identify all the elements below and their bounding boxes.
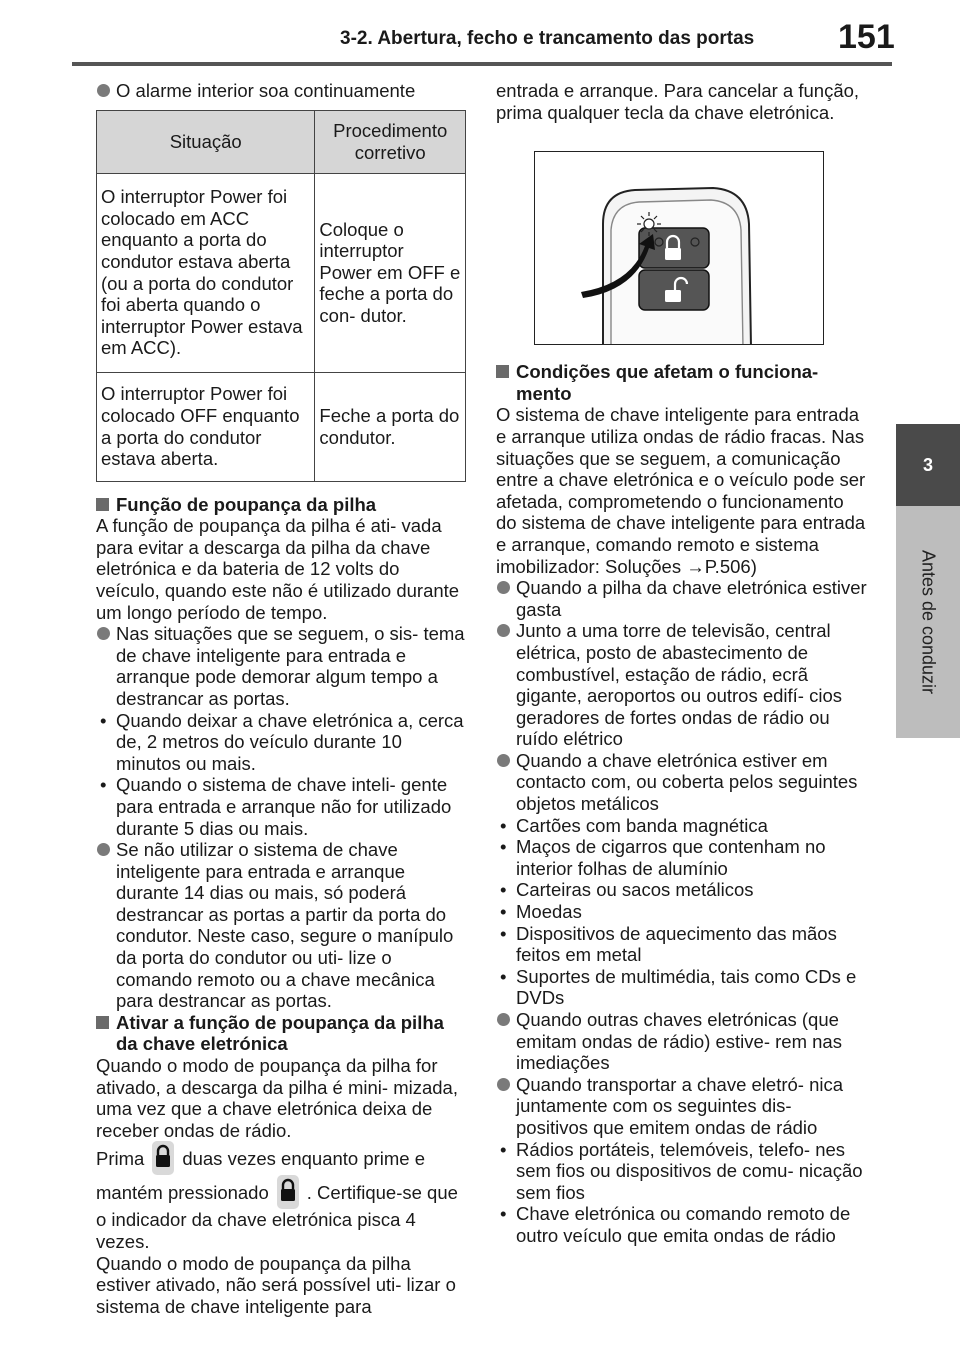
- heading-mark: [96, 498, 109, 511]
- bullet-mark: [97, 627, 110, 640]
- heading-mark: [96, 1016, 109, 1029]
- left-column: [96, 80, 466, 1317]
- table-cell: O interruptor Power foi colocado OFF enquanto a porta do condutor estava aberta.: [97, 372, 315, 481]
- list-item: • Cartões com banda magnética: [500, 814, 768, 836]
- list-item: • Quando o sistema de chave inteli- gente para entrada e arranque não for utilizado durante 5 dias ou mais.: [100, 774, 452, 839]
- intro-bullet: O alarme interior soa continuamente: [96, 80, 466, 102]
- list-item: • Moedas: [500, 901, 582, 923]
- dash-mark: •: [500, 814, 507, 836]
- section-text: Quando o modo de poupança da pilha for ativado, a descarga da pilha é mini- mizada, uma vez que a chave eletrónica deixa de receber ondas de rádio.: [96, 1055, 458, 1141]
- bullet-mark: [497, 624, 510, 637]
- list-item: Quando outras chaves eletrónicas (que emitam ondas de rádio) estive- rem nas imediações: [496, 1009, 868, 1074]
- table-header-row: [97, 110, 466, 173]
- conditions-list: [496, 577, 868, 1246]
- smart-key-illustration: [534, 151, 824, 345]
- bullet-mark: [497, 1078, 510, 1091]
- dash-mark: •: [500, 901, 507, 923]
- section-heading-battery-saving: Função de poupança da pilha: [96, 494, 466, 516]
- page-number: 151: [838, 18, 895, 56]
- continued-text: entrada e arranque. Para cancelar a função, prima qualquer tecla da chave eletrónica.: [496, 80, 860, 123]
- list-item: • Rádios portáteis, telemóveis, telefo- nes sem fios ou dispositivos de comu- nicação sem fios: [500, 1138, 863, 1203]
- list-item: Quando a chave eletrónica estiver em contacto com, ou coberta pelos seguintes objetos metálicos: [496, 750, 868, 815]
- heading-mark: [496, 365, 509, 378]
- dash-mark: •: [500, 879, 507, 901]
- bullet-mark: [497, 1013, 510, 1026]
- list-item: • Maços de cigarros que contenham no interior folhas de alumínio: [500, 836, 826, 879]
- bullet-mark: [497, 581, 510, 594]
- dash-mark: •: [500, 836, 507, 858]
- table-header-procedure: Procedimento corretivo: [315, 110, 466, 173]
- situation-table: [96, 110, 466, 482]
- list-item: Quando a pilha da chave eletrónica estiver gasta: [496, 577, 868, 620]
- section-heading-conditions: Condições que afetam o funciona- mento: [496, 361, 868, 404]
- bullet-mark: [97, 843, 110, 856]
- list-item: • Chave eletrónica ou comando remoto de outro veículo que emita ondas de rádio: [500, 1203, 851, 1246]
- section-text: A função de poupança da pilha é ati- vada para evitar a descarga da pilha da chave eletrónica e da bateria de 12 volts do veículo, quando este não é utilizado durante um longo período de tempo.: [96, 515, 460, 623]
- chapter-number: 3: [896, 424, 960, 506]
- list-item: Junto a uma torre de televisão, central elétrica, posto de abastecimento de combustível, estação de rádio, ecrã gigante, aeroportos ou outros edifí- cios geradores de fortes ondas de rádio ou ruído elétrico: [496, 620, 868, 750]
- table-header-situation: Situação: [97, 110, 315, 173]
- dash-mark: •: [100, 774, 107, 796]
- list-item: • Dispositivos de aquecimento das mãos feitos em metal: [500, 922, 837, 966]
- list-item: • Quando deixar a chave eletrónica a, cerca de, 2 metros do veículo durante 10 minutos ou mais.: [100, 709, 464, 774]
- dash-mark: •: [500, 1203, 507, 1225]
- bullet-mark: [97, 84, 110, 97]
- right-column: [496, 80, 868, 1247]
- list-item: Quando transportar a chave eletró- nica juntamente com os seguintes dis- positivos que emitem ondas de rádio: [496, 1074, 868, 1139]
- list-item: • Suportes de multimédia, tais como CDs e DVDs: [500, 965, 857, 1009]
- table-row: [97, 173, 466, 372]
- section-text: Quando o modo de poupança da pilha estiver ativado, não será possível uti- lizar o sistema de chave inteligente para: [96, 1252, 456, 1317]
- dash-mark: •: [500, 922, 507, 944]
- list-item: • Carteiras ou sacos metálicos: [500, 879, 754, 901]
- table-cell: Feche a porta do condutor.: [315, 372, 466, 481]
- chapter-tab: [896, 0, 960, 1362]
- bullet-mark: [497, 754, 510, 767]
- section-text: O sistema de chave inteligente para entrada e arranque utiliza ondas de rádio fracas. Nas situações que se seguem, a comunicação entre a chave eletrónica e o veículo pode ser afetada, comprometendo o funcionamento do sistema de chave inteligente para entrada e arranque, comando remoto e sistema imobilizador: Soluções →P.506): [496, 404, 866, 577]
- press-instruction: Prima duas vezes enquanto prime e mantém pressionado . Certifique-se que o indicador da chave eletrónica pisca 4 vezes.: [96, 1141, 466, 1252]
- lock-icon: [150, 1141, 176, 1175]
- table-cell: O interruptor Power foi colocado em ACC enquanto a porta do condutor estava aberta (ou a porta do condutor foi aberta quando o interruptor Power estava em ACC).: [97, 173, 315, 372]
- dash-mark: •: [100, 709, 107, 731]
- chapter-label: Antes de conduzir: [918, 549, 939, 695]
- lock-icon: [275, 1175, 301, 1209]
- list-item: Nas situações que se seguem, o sis- tema de chave inteligente para entrada e arranque pode demorar algum tempo a destrancar as portas.: [96, 623, 466, 709]
- header-rule: [72, 62, 892, 66]
- list-item: Se não utilizar o sistema de chave inteligente para entrada e arranque durante 14 dias ou mais, só poderá destrancar as portas a partir da porta do condutor. Neste caso, segure o manípulo da porta do condutor ou uti- lize o comando remoto ou a chave mecânica para destrancar as portas.: [96, 839, 466, 1012]
- dash-mark: •: [500, 1138, 507, 1160]
- table-row: [97, 372, 466, 481]
- dash-mark: •: [500, 965, 507, 987]
- table-cell: Coloque o interruptor Power em OFF e feche a porta do con- dutor.: [315, 173, 466, 372]
- header-title: 3-2. Abertura, fecho e trancamento das portas: [340, 28, 755, 49]
- section-heading-activate: Ativar a função de poupança da pilha da chave eletrónica: [96, 1012, 466, 1055]
